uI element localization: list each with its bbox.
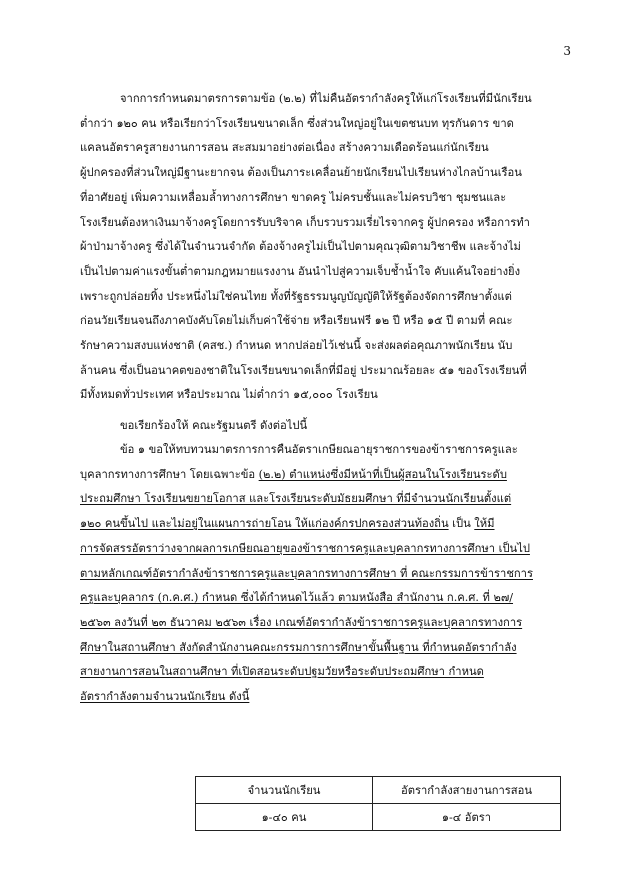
paragraph-line: แคลนอัตราครูสายงานการสอน สะสมมาอย่างต่อเนื่อง สร้างความเดือดร้อนแก่นักเรียน bbox=[80, 141, 489, 155]
paragraph-line: เพราะถูกปล่อยทิ้ง ประหนึ่งไม่ใช่คนไทย ทั้งที่รัฐธรรมนูญบัญญัติให้รัฐต้องจัดการศึกษาตั้งแต่ bbox=[80, 289, 512, 303]
paragraph-line: ศึกษาในสถานศึกษา สังกัดสำนักงานคณะกรรมการการศึกษาขั้นพื้นฐาน ที่กำหนดอัตรากำลัง bbox=[80, 640, 517, 654]
paragraph-line: โรงเรียนต้องหาเงินมาจ้างครูโดยการรับบริจาค เก็บรวบรวมเรี่ยไรจากครู ผู้ปกครอง หรือการทำ bbox=[80, 215, 530, 229]
paragraph-line bbox=[80, 463, 570, 488]
paragraph-line: สายงานการสอนในสถานศึกษา ที่เปิดสอนระดับปฐมวัยหรือระดับประถมศึกษา กำหนด bbox=[80, 665, 484, 679]
paragraph-demand-1 bbox=[80, 438, 570, 710]
paragraph-line: ก่อนวัยเรียนจนถึงภาคบังคับโดยไม่เก็บค่าใช้จ่าย หรือเรียนฟรี ๑๒ ปี หรือ ๑๕ ปี ตามที่ คณะ bbox=[80, 314, 513, 328]
text-run: เป็น bbox=[448, 517, 475, 531]
paragraph-line: ครูและบุคลากร (ก.ค.ศ.) กำหนด ซึ่งได้กำหนดไว้แล้ว ตามหนังสือ สำนักงาน ก.ค.ศ. ที่ ๒๗/ bbox=[80, 591, 514, 605]
staffing-table bbox=[195, 776, 561, 831]
table-cell: ๑-๔ อัตรา bbox=[373, 804, 561, 831]
table-cell: ๑-๔๐ คน bbox=[196, 804, 373, 831]
paragraph-line bbox=[80, 512, 570, 537]
table-row bbox=[196, 804, 561, 831]
paragraph-line: ล้านคน ซึ่งเป็นอนาคตของชาติในโรงเรียนขนาดเล็กที่มีอยู่ ประมาณร้อยละ ๕๑ ของโรงเรียนที่ bbox=[80, 363, 527, 377]
paragraph-line: ประถมศึกษา โรงเรียนขยายโอกาส และโรงเรียนระดับมัธยมศึกษา ที่มีจำนวนนักเรียนตั้งแต่ bbox=[80, 492, 512, 506]
paragraph-line: ผ้าป่ามาจ้างครู ซึ่งได้ในจำนวนจำกัด ต้องจ้างครูไม่เป็นไปตามคุณวุฒิตามวิชาชีพ และจ้างไม่ bbox=[80, 240, 521, 254]
paragraph-line: ข้อ ๑ ขอให้ทบทวนมาตรการการคืนอัตราเกษียณอายุราชการของข้าราชการครูและ bbox=[120, 443, 518, 456]
underlined-text-run: ให้มี bbox=[474, 517, 495, 531]
paragraph-line: ที่อาศัยอยู่ เพิ่มความเหลื่อมล้ำทางการศึกษา ขาดครู ไม่ครบชั้นและไม่ครบวิชา ชุมชนและ bbox=[80, 190, 507, 204]
paragraph-line: ตามหลักเกณฑ์อัตรากำลังข้าราชการครูและบุคลากรทางการศึกษา ที่ คณะกรรมการข้าราชการ bbox=[80, 566, 533, 580]
underlined-text-run: (๒.๒) ตำแหน่งซึ่งมีหน้าที่เป็นผู้สอนในโรงเรียนระดับ bbox=[258, 467, 507, 481]
paragraph-line: อัตรากำลังตามจำนวนนักเรียน ดังนี้ bbox=[80, 690, 250, 704]
staffing-table-container bbox=[195, 776, 561, 831]
paragraph-line: ต่ำกว่า ๑๒๐ คน หรือเรียกว่าโรงเรียนขนาดเล็ก ซึ่งส่วนใหญ่อยู่ในเขตชนบท ทุรกันดาร ขาด bbox=[80, 116, 514, 130]
paragraph-line: การจัดสรรอัตราว่างจากผลการเกษียณอายุของข้าราชการครูและบุคลากรทางการศึกษา เป็นไป bbox=[80, 541, 530, 555]
table-header-row bbox=[196, 777, 561, 804]
paragraph-line: รักษาความสงบแห่งชาติ (คสช.) กำหนด หากปล่อยไว้เช่นนี้ จะส่งผลต่อคุณภาพนักเรียน นับ bbox=[80, 339, 513, 353]
paragraph-line: ผู้ปกครองที่ส่วนใหญ่มีฐานะยากจน ต้องเป็นภาระเคลื่อนย้ายนักเรียนไปเรียนห่างไกลบ้านเรือน bbox=[80, 166, 522, 180]
underlined-text-run: ๑๒๐ คนขึ้นไป และไม่อยู่ในแผนการถ่ายโอน ให้แก่องค์กรปกครองส่วนท้องถิ่น bbox=[80, 517, 449, 531]
paragraph-line: มีทั้งหมดทั่วประเทศ หรือประมาณ ไม่ต่ำกว่า ๑๕,๐๐๐ โรงเรียน bbox=[80, 388, 378, 402]
paragraph-line: เป็นไปตามค่าแรงขั้นต่ำตามกฎหมายแรงงาน อันนำไปสู่ความเจ็บช้ำน้ำใจ คับแค้นใจอย่างยิ่ง bbox=[80, 264, 521, 278]
paragraph-line: ๒๕๖๓ ลงวันที่ ๒๓ ธันวาคม ๒๕๖๓ เรื่อง เกณฑ์อัตรากำลังข้าราชการครูและบุคลากรทางการ bbox=[80, 615, 523, 629]
column-header-teaching-positions: อัตรากำลังสายงานการสอน bbox=[373, 777, 561, 804]
column-header-students: จำนวนนักเรียน bbox=[196, 777, 373, 804]
request-heading-block bbox=[80, 414, 570, 439]
page-number: 3 bbox=[563, 44, 571, 58]
text-run: บุคลากรทางการศึกษา โดยเฉพาะข้อ bbox=[80, 467, 259, 481]
paragraph-mandate-impact bbox=[80, 87, 570, 408]
paragraph-line: จากการกำหนดมาตรการตามข้อ (๒.๒) ที่ไม่คืนอัตรากำลังครูให้แก่โรงเรียนที่มีนักเรียน bbox=[120, 92, 532, 105]
request-heading: ขอเรียกร้องให้ คณะรัฐมนตรี ดังต่อไปนี้ bbox=[120, 419, 308, 432]
